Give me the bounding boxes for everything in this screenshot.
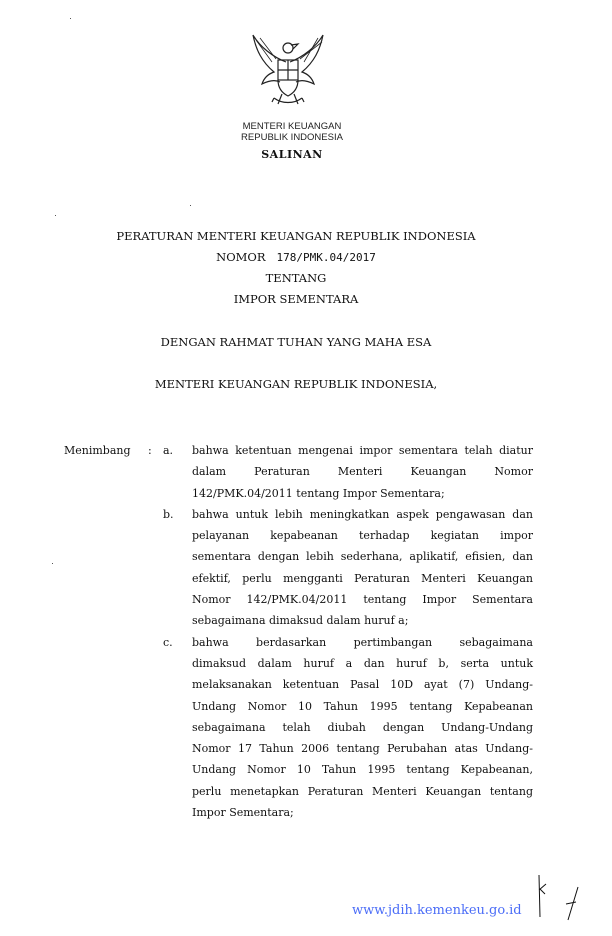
handwritten-initials <box>530 872 590 926</box>
item-text-line: perlu menetapkan Peraturan Menteri Keuangan tentang <box>192 784 533 798</box>
item-text-line: dimaksud dalam huruf a dan huruf b, serta untuk <box>192 656 533 670</box>
authority: MENTERI KEUANGAN REPUBLIK INDONESIA, <box>154 377 438 391</box>
item-label: c. <box>163 635 173 649</box>
letterhead-line-1: MENTERI KEUANGAN <box>242 121 342 132</box>
item-text-line: bahwa ketentuan mengenai impor sementara telah diatur <box>192 444 533 457</box>
item-text-line: Nomor 17 Tahun 2006 tentang Perubahan atas Undang- <box>192 742 533 756</box>
tentang-label: TENTANG <box>265 271 327 285</box>
item-text-line: sebagaimana telah diubah dengan Undang-Undang <box>192 720 533 734</box>
jdih-link[interactable]: www.jdih.kemenkeu.go.id <box>352 903 522 918</box>
item-label: a. <box>163 444 174 457</box>
item-text-line: Impor Sementara; <box>192 806 294 820</box>
item-text-line: Undang Nomor 10 Tahun 1995 tentang Kepabeanan <box>192 699 533 713</box>
menimbang-items <box>0 440 612 823</box>
item-text-line: 142/PMK.04/2011 tentang Impor Sementara; <box>192 486 445 500</box>
menimbang-item <box>0 632 612 824</box>
item-text-line: dalam Peraturan Menteri Keuangan Nomor <box>192 465 533 479</box>
item-text-line: Nomor 142/PMK.04/2011 tentang Impor Sementara <box>192 593 533 607</box>
menimbang-item <box>0 504 612 632</box>
nomor-value: 178/PMK.04/2017 <box>276 251 376 264</box>
regulation-subject: IMPOR SEMENTARA <box>233 292 359 306</box>
nomor-label: NOMOR <box>216 250 266 264</box>
menimbang-item <box>0 440 612 504</box>
item-text-line: efektif, perlu mengganti Peraturan Menteri Keuangan <box>192 571 533 585</box>
salinan-stamp: SALINAN <box>261 148 323 161</box>
scan-speck <box>52 563 53 564</box>
regulation-number <box>0 250 592 264</box>
regulation-title: PERATURAN MENTERI KEUANGAN REPUBLIK INDONESIA <box>116 229 476 243</box>
item-text-line: melaksanakan ketentuan Pasal 10D ayat (7) Undang- <box>192 678 533 692</box>
scan-speck <box>70 18 71 19</box>
item-text-line: sementara dengan lebih sederhana, aplikatif, efisien, dan <box>192 550 533 564</box>
invocation: DENGAN RAHMAT TUHAN YANG MAHA ESA <box>160 335 432 349</box>
scan-speck <box>190 205 191 206</box>
item-text-line: sebagaimana dimaksud dalam huruf a; <box>192 614 409 628</box>
item-label: b. <box>163 507 174 521</box>
menimbang-label: Menimbang <box>64 444 131 457</box>
menimbang-section <box>0 440 612 823</box>
item-text-line: pelayanan kepabeanan terhadap kegiatan impor <box>192 529 533 543</box>
item-text-line: bahwa berdasarkan pertimbangan sebagaimana <box>192 635 533 649</box>
menimbang-colon: : <box>148 444 152 457</box>
garuda-emblem-icon <box>248 32 328 112</box>
item-text-line: Undang Nomor 10 Tahun 1995 tentang Kepabeanan, <box>192 763 533 777</box>
item-text-line: bahwa untuk lebih meningkatkan aspek pengawasan dan <box>192 507 533 521</box>
scan-speck <box>55 215 56 216</box>
letterhead-line-2: REPUBLIK INDONESIA <box>241 132 343 143</box>
